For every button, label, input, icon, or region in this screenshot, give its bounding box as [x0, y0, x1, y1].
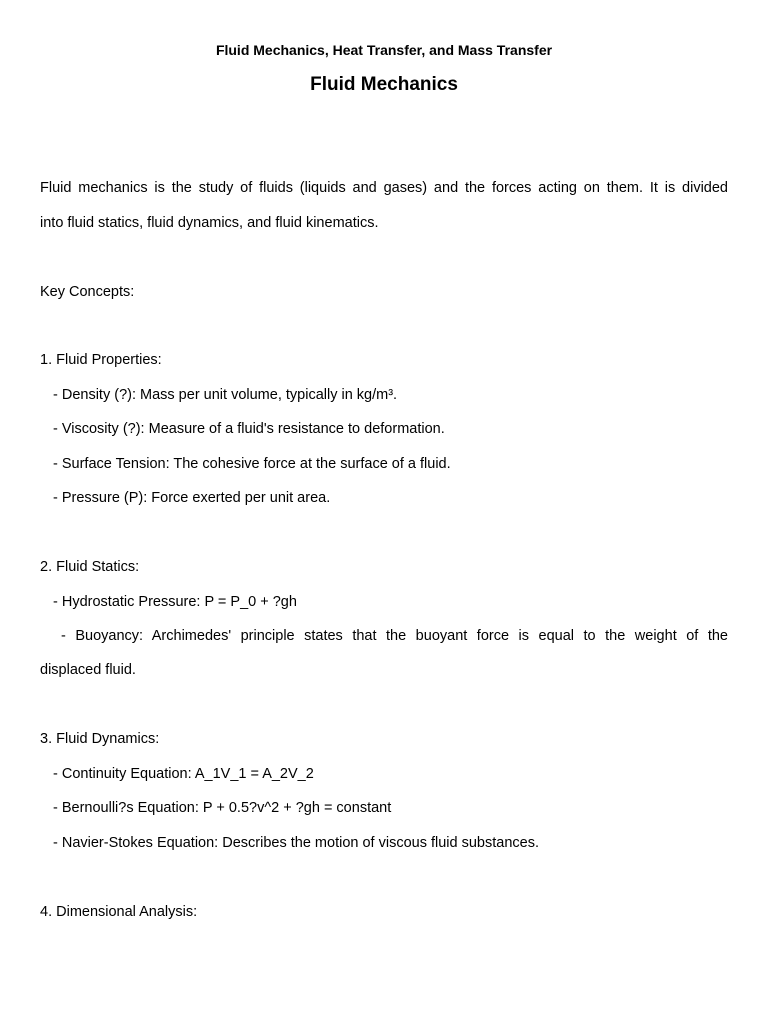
running-header: Fluid Mechanics, Heat Transfer, and Mass Transfer: [215, 42, 553, 58]
list-item-viscosity: - Viscosity (?): Measure of a fluid's resistance to deformation.: [53, 421, 445, 437]
intro-line-1: Fluid mechanics is the study of fluids (liquids and gases) and the forces acting on them. It is divided: [40, 180, 728, 196]
intro-line-2: into fluid statics, fluid dynamics, and fluid kinematics.: [40, 215, 379, 231]
list-item-bernoulli-equation: - Bernoulli?s Equation: P + 0.5?v^2 + ?gh = constant: [53, 800, 392, 816]
list-item-pressure: - Pressure (P): Force exerted per unit area.: [53, 490, 331, 506]
list-item-hydrostatic-pressure: - Hydrostatic Pressure: P = P_0 + ?gh: [53, 594, 297, 610]
list-item-continuity-equation: - Continuity Equation: A_1V_1 = A_2V_2: [53, 766, 314, 782]
section-heading-fluid-dynamics: 3. Fluid Dynamics:: [40, 731, 160, 747]
section-heading-fluid-statics: 2. Fluid Statics:: [40, 559, 140, 575]
list-item-density: - Density (?): Mass per unit volume, typically in kg/m³.: [53, 387, 398, 403]
section-heading-fluid-properties: 1. Fluid Properties:: [40, 352, 162, 368]
list-item-buoyancy: - Buoyancy: Archimedes' principle states that the buoyant force is equal to the weight of the: [61, 628, 728, 644]
page-title: Fluid Mechanics: [310, 74, 458, 95]
list-item-navier-stokes: - Navier-Stokes Equation: Describes the motion of viscous fluid substances.: [53, 835, 539, 851]
list-item-surface-tension: - Surface Tension: The cohesive force at the surface of a fluid.: [53, 456, 451, 472]
list-item-buoyancy-continued: displaced fluid.: [40, 662, 136, 678]
section-heading-dimensional-analysis: 4. Dimensional Analysis:: [40, 904, 198, 920]
key-concepts-heading: Key Concepts:: [40, 284, 135, 300]
